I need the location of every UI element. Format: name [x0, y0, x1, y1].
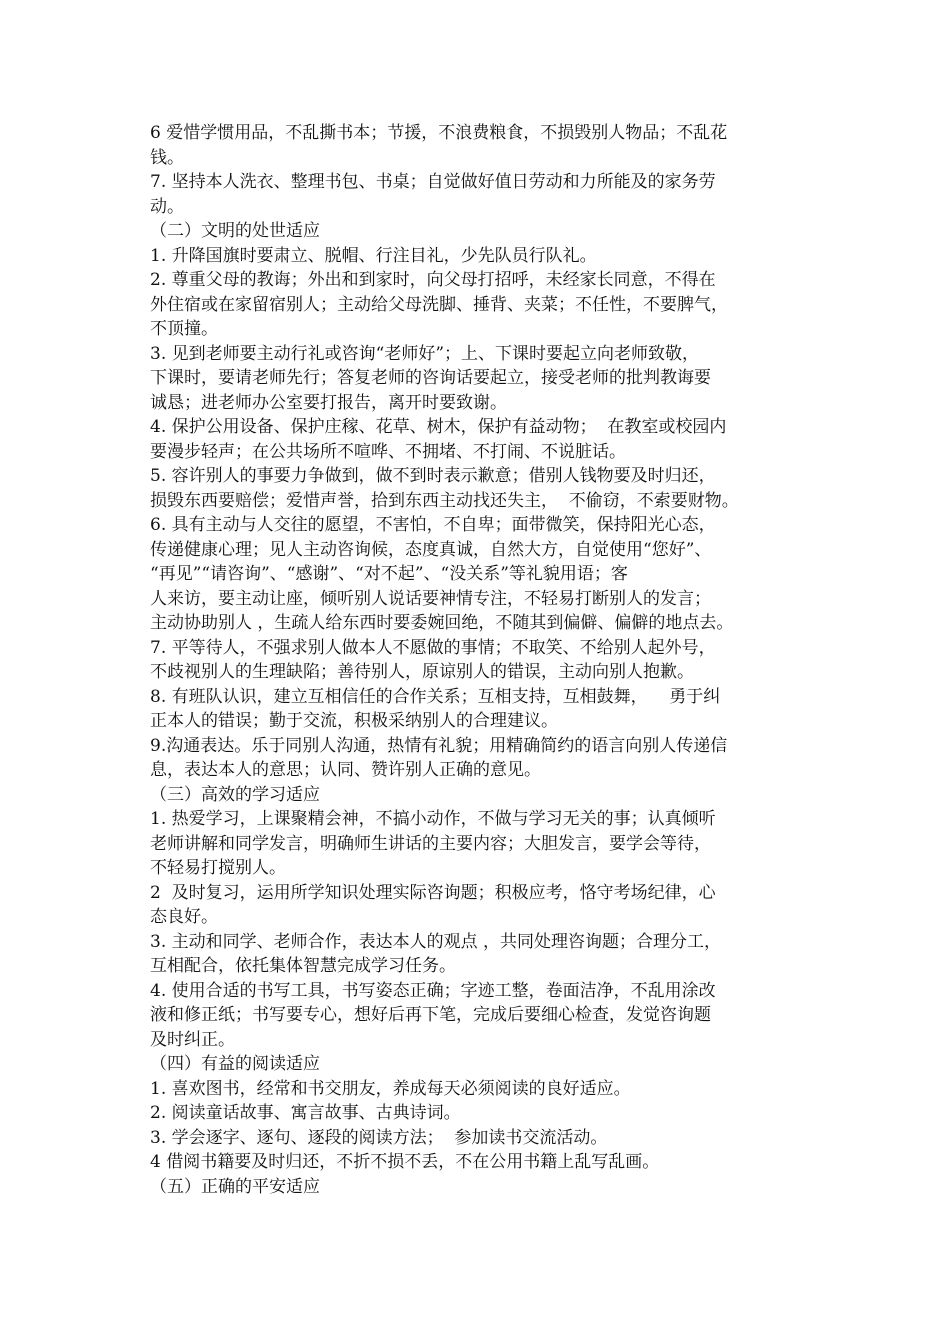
text-line: 不歧视别人的生理缺陷；善待别人，原谅别人的错误，主动向别人抱歉。	[150, 662, 694, 682]
text-line: 3. 主动和同学、老师合作，表达本人的观点 ，共同处理咨询题；合理分工，	[150, 931, 722, 952]
text-line: 1. 喜欢图书，经常和书交朋友，养成每天必须阅读的良好适应。	[150, 1078, 631, 1099]
text-line: “再见”“请咨询”、“感谢”、“对不起”、“没关系”等礼貌用语；客	[150, 564, 628, 584]
text-line: 老师讲解和同学发言，明确师生讲话的主要内容；大胆发言，要学会等待，	[150, 833, 711, 854]
text-line: （五）正确的平安适应	[150, 1176, 320, 1197]
text-line: 液和修正纸；书写要专心，想好后再下笔，完成后要细心检查，发觉咨询题	[150, 1005, 711, 1025]
text-line: 3. 见到老师要主动行礼或咨询“老师好”；上、下课时要起立向老师致敬，	[150, 343, 700, 364]
text-line: 人来访，要主动让座，倾听别人说话要神情专注，不轻易打断别人的发言；	[150, 588, 711, 609]
text-line: 不顶撞。	[150, 319, 218, 339]
text-line: 1. 热爱学习，上课聚精会神，不搞小动作，不做与学习无关的事；认真倾听	[150, 809, 716, 829]
text-line: （二）文明的处世适应	[150, 221, 320, 241]
text-line: 7. 坚持本人洗衣、整理书包、书桌；自觉做好值日劳动和力所能及的家务劳	[150, 172, 716, 192]
text-line: 6 爱惜学惯用品，不乱撕书本；节援，不浪费粮食，不损毁别人物品；不乱花	[150, 123, 728, 143]
text-line: 9.沟通表达。乐于同别人沟通，热情有礼貌；用精确简约的语言向别人传递信	[150, 735, 728, 756]
text-line: 8. 有班队认识，建立互相信任的合作关系；互相支持，互相鼓舞， 勇于纠	[150, 686, 721, 707]
text-line: 2. 阅读童话故事、寓言故事、古典诗词。	[150, 1103, 461, 1123]
text-line: 4. 保护公用设备、保护庄稼、花草、树木，保护有益动物； 在教室或校园内	[150, 417, 727, 437]
text-line: 7. 平等待人，不强求别人做本人不愿做的事情；不取笑、不给别人起外号，	[150, 637, 716, 658]
text-line: 损毁东西要赔偿；爱惜声誉，拾到东西主动找还失主， 不偷窃，不索要财物。	[150, 490, 739, 511]
text-line: 不轻易打搅别人。	[150, 858, 286, 878]
text-line: 诚恳；进老师办公室要打报告，离开时要致谢。	[150, 392, 507, 413]
text-line: （三）高效的学习适应	[150, 784, 320, 805]
text-line: 1. 升降国旗时要肃立、脱帽、行注目礼，少先队员行队礼。	[150, 245, 597, 266]
text-line: 传递健康心理；见人主动咨询候，态度真诚，自然大方，自觉使用“您好”、	[150, 539, 712, 560]
text-line: 下课时，要请老师先行；答复老师的咨询话要起立，接受老师的批判教诲要	[150, 368, 711, 388]
text-line: 钱。	[150, 147, 184, 168]
text-line: 2 及时复习，运用所学知识处理实际咨询题；积极应考，恪守考场纪律，心	[150, 882, 716, 903]
text-line: 态良好。	[150, 907, 218, 927]
text-line: 息，表达本人的意思；认同、赞许别人正确的意见。	[150, 760, 541, 780]
text-line: 及时纠正。	[150, 1029, 235, 1050]
text-line: 2. 尊重父母的教诲；外出和到家时，向父母打招呼，未经家长同意，不得在	[150, 270, 716, 290]
text-line: 6. 具有主动与人交往的愿望，不害怕，不自卑；面带微笑，保持阳光心态，	[150, 515, 716, 535]
text-line: 要漫步轻声；在公共场所不喧哗、不拥堵、不打闹、不说脏话。	[150, 441, 626, 462]
text-line: （四）有益的阅读适应	[150, 1054, 320, 1074]
text-line: 互相配合，依托集体智慧完成学习任务。	[150, 956, 456, 976]
text-line: 主动协助别人 ，生疏人给东西时要委婉回绝，不随其到偏僻、偏僻的地点去。	[150, 613, 734, 633]
text-line: 动。	[150, 196, 184, 217]
text-line: 正本人的错误；勤于交流，积极采纳别人的合理建议。	[150, 711, 558, 731]
text-line: 5. 容许别人的事要力争做到，做不到时表示歉意；借别人钱物要及时归还，	[150, 466, 716, 486]
text-line: 4. 使用合适的书写工具，书写姿态正确；字迹工整，卷面洁净，不乱用涂改	[150, 980, 716, 1001]
document-page	[150, 121, 810, 1199]
text-line: 4 借阅书籍要及时归还，不折不损不丢，不在公用书籍上乱写乱画。	[150, 1152, 660, 1172]
text-line: 外住宿或在家留宿别人；主动给父母洗脚、捶背、夹菜；不任性，不要脾气，	[150, 294, 728, 315]
text-line: 3. 学会逐字、逐句、逐段的阅读方法； 参加读书交流活动。	[150, 1127, 608, 1148]
